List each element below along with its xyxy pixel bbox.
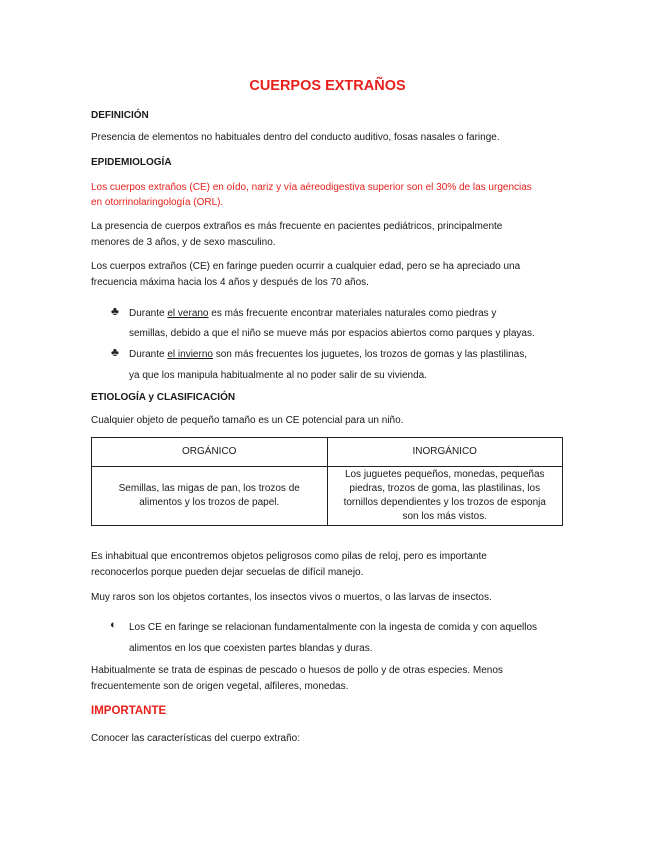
etiology-paragraph-3-line-1: Habitualmente se trata de espinas de pescado o huesos de pollo y de otras especies. Menos <box>91 665 503 676</box>
table-row <box>92 467 563 526</box>
table-header-inorganic: INORGÁNICO <box>327 438 563 467</box>
epidemiology-paragraph-2-line-2: frecuencia máxima hacia los 4 años y después de los 70 años. <box>91 277 369 288</box>
etiology-intro: Cualquier objeto de pequeño tamaño es un CE potencial para un niño. <box>91 415 404 426</box>
list-item-line-2: ya que los manipula habitualmente al no poder salir de su vivienda. <box>129 370 427 381</box>
important-heading: IMPORTANTE <box>91 705 167 717</box>
definition-heading: DEFINICIÓN <box>91 110 149 121</box>
classification-table <box>91 437 563 526</box>
etiology-heading: ETIOLOGÍA y CLASIFICACIÓN <box>91 392 236 403</box>
table-cell-inorganic: Los juguetes pequeños, monedas, pequeñas piedras, trozos de goma, las plastilinas, los tornillos dependientes y los trozos de esponja son los más vistos. <box>327 467 563 526</box>
list-item-line-2: semillas, debido a que el niño se mueve más por espacios abiertos como parques y playas. <box>129 328 535 339</box>
table-cell-organic: Semillas, las migas de pan, los trozos de alimentos y los trozos de papel. <box>92 467 328 526</box>
list-item-line-1: Durante el verano es más frecuente encontrar materiales naturales como piedras y <box>129 308 497 319</box>
underlined-term: el invierno <box>167 349 213 360</box>
etiology-paragraph-1-line-2: reconocerlos porque pueden dejar secuelas de difícil manejo. <box>91 567 364 578</box>
club-bullet-icon: ♣ <box>111 345 119 359</box>
list-item-line-1: Los CE en faringe se relacionan fundamentalmente con la ingesta de comida y con aquellos <box>129 622 538 633</box>
epidemiology-heading: EPIDEMIOLOGÍA <box>91 157 172 168</box>
epidemiology-paragraph-1-line-2: menores de 3 años, y de sexo masculino. <box>91 237 276 248</box>
target-bullet-icon: ◐ <box>110 619 117 631</box>
epidemiology-paragraph-2-line-1: Los cuerpos extraños (CE) en faringe pueden ocurrir a cualquier edad, pero se ha apreciado una <box>91 261 521 272</box>
list-item-line-2: alimentos en los que coexisten partes blandas y duras. <box>129 643 373 654</box>
page-title: CUERPOS EXTRAÑOS <box>249 78 406 94</box>
epidemiology-paragraph-1-line-1: La presencia de cuerpos extraños es más frecuente en pacientes pediátricos, principalmente <box>91 221 503 232</box>
table-row <box>92 438 563 467</box>
epidemiology-highlight-line-1: Los cuerpos extraños (CE) en oído, nariz y vía aéreodigestiva superior son el 30% de las urgencias <box>91 182 532 193</box>
underlined-term: el verano <box>167 308 209 319</box>
definition-text: Presencia de elementos no habituales dentro del conducto auditivo, fosas nasales o faringe. <box>91 132 500 143</box>
etiology-paragraph-3-line-2: frecuentemente son de origen vegetal, alfileres, monedas. <box>91 681 349 692</box>
etiology-paragraph-2: Muy raros son los objetos cortantes, los insectos vivos o muertos, o las larvas de insectos. <box>91 592 492 603</box>
table-header-organic: ORGÁNICO <box>92 438 328 467</box>
important-text: Conocer las características del cuerpo extraño: <box>91 733 300 744</box>
epidemiology-highlight-line-2: en otorrinolaringología (ORL). <box>91 197 224 208</box>
etiology-paragraph-1-line-1: Es inhabitual que encontremos objetos peligrosos como pilas de reloj, pero es importante <box>91 551 487 562</box>
club-bullet-icon: ♣ <box>111 304 119 318</box>
list-item-line-1: Durante el invierno son más frecuentes los juguetes, los trozos de gomas y las plastilinas, <box>129 349 527 360</box>
